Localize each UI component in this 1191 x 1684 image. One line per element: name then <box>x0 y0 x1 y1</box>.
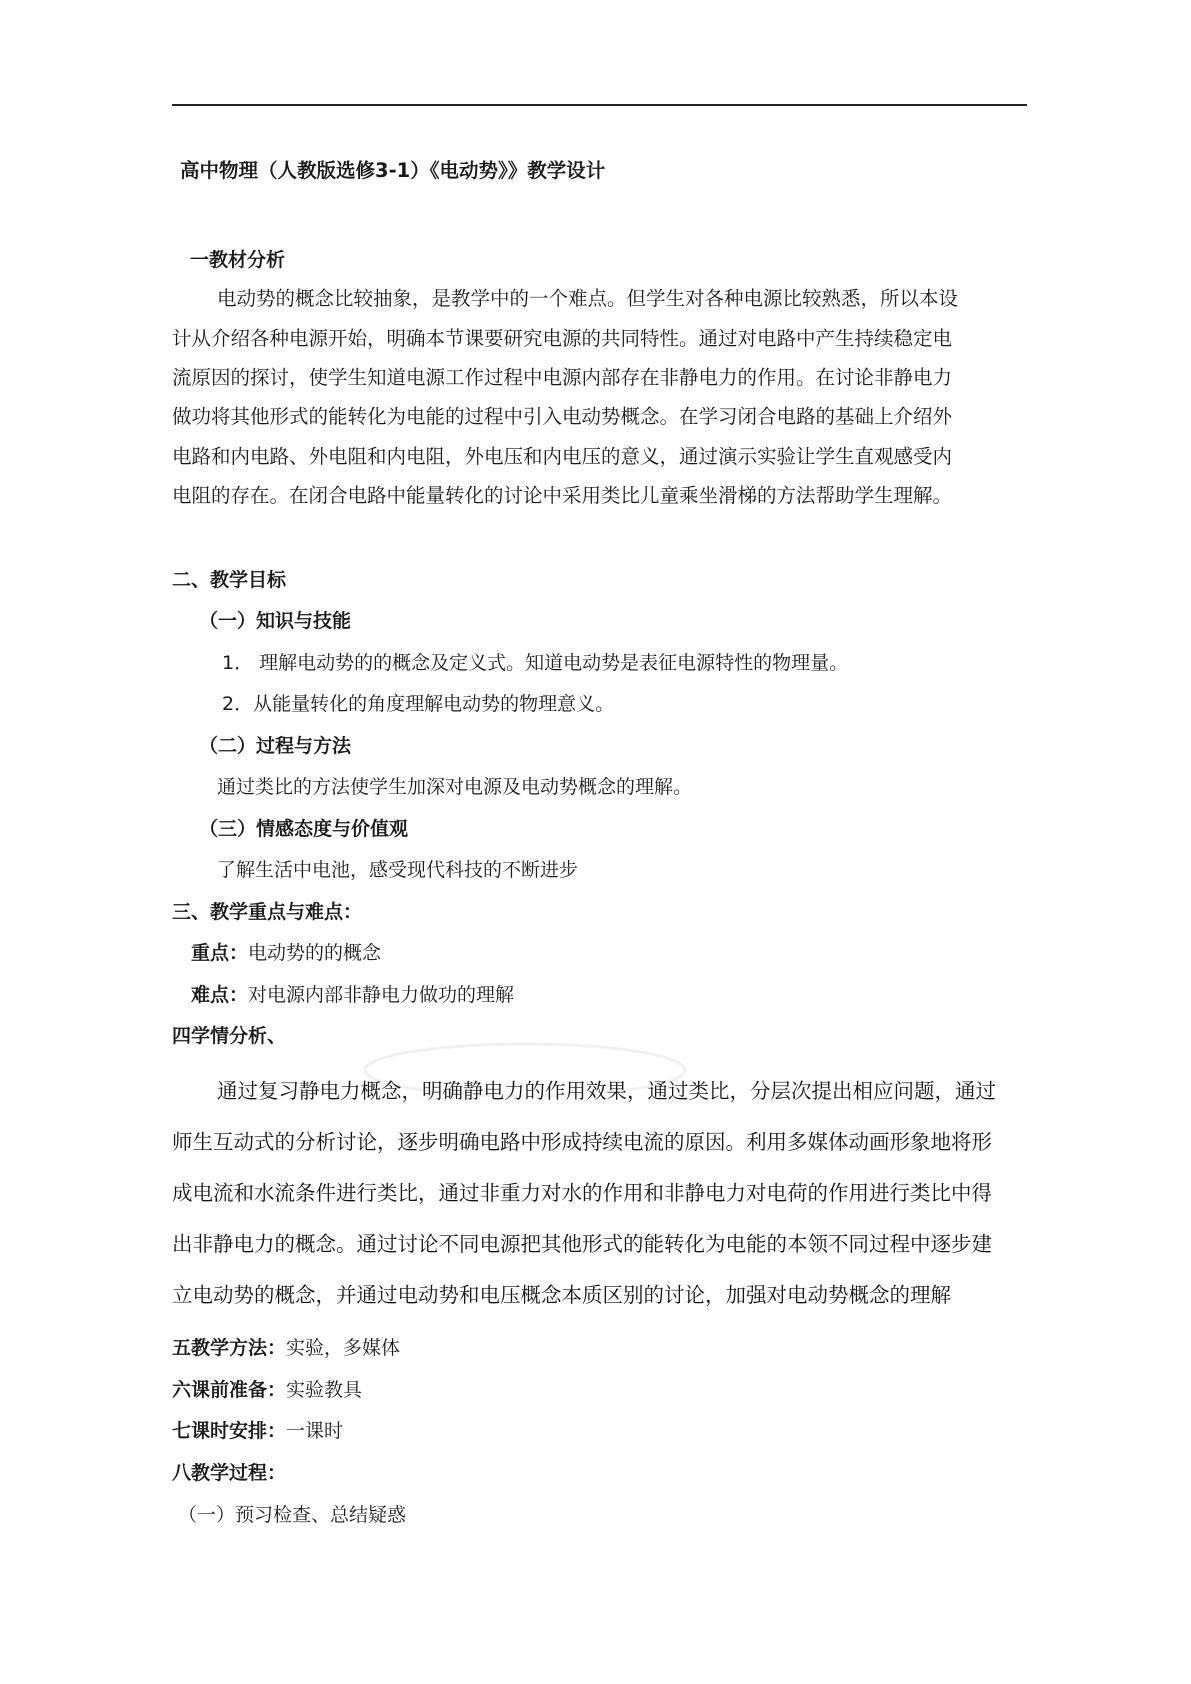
section6-text: 实验教具 <box>286 1379 363 1401</box>
difficulty-text: 对电源内部非静电力做功的理解 <box>248 984 515 1006</box>
section5-text: 实验，多媒体 <box>286 1337 401 1359</box>
document-title: 高中物理（人教版选修3-1）《电动势》》教学设计 <box>180 159 606 182</box>
key-point-label: 重点： <box>191 942 249 964</box>
section2-sub2-heading: （二）过程与方法 <box>199 735 352 757</box>
section4-line-2: 师生互动式的分析讨论，逐步明确电路中形成持续电流的原因。利用多媒体动画形象地将形 <box>172 1130 992 1154</box>
difficulty-point <box>191 982 514 1008</box>
section7-text: 一课时 <box>286 1420 344 1442</box>
key-point <box>191 940 381 966</box>
section4-line-4: 出非静电力的概念。通过讨论不同电源把其他形式的能转化为电能的本领不同过程中逐步建 <box>172 1232 992 1256</box>
section2-sub1-heading: （一）知识与技能 <box>199 610 352 632</box>
section1-line-4: 做功将其他形式的能转化为电能的过程中引入电动势概念。在学习闭合电路的基础上介绍外 <box>172 405 953 428</box>
section5-label: 五教学方法： <box>172 1337 287 1359</box>
section4-line-3: 成电流和水流条件进行类比，通过非重力对水的作用和非静电力对电荷的作用进行类比中得 <box>172 1181 992 1205</box>
key-point-text: 电动势的的概念 <box>248 942 382 964</box>
section7 <box>172 1418 343 1444</box>
section3-heading: 三、教学重点与难点： <box>172 901 363 923</box>
section1-line-6: 电阻的存在。在闭合电路中能量转化的讨论中采用类比儿童乘坐滑梯的方法帮助学生理解。 <box>172 484 953 507</box>
section1-line-2: 计从介绍各种电源开始，明确本节课要研究电源的共同特性。通过对电路中产生持续稳定电 <box>172 327 953 350</box>
header-rule <box>172 104 1027 106</box>
section4-line-5: 立电动势的概念，并通过电动势和电压概念本质区别的讨论，加强对电动势概念的理解 <box>172 1283 951 1307</box>
section4-heading: 四学情分析、 <box>172 1025 287 1047</box>
section8-sub1: （一）预习检查、总结疑惑 <box>178 1504 407 1526</box>
section2-sub1-item-1: 1． 理解电动势的的概念及定义式。知道电动势是表征电源特性的物理量。 <box>222 652 849 674</box>
section1-line-5: 电路和内电路、外电阻和内电阻，外电压和内电压的意义，通过演示实验让学生直观感受内 <box>172 445 953 468</box>
section6-label: 六课前准备： <box>172 1379 287 1401</box>
difficulty-label: 难点： <box>191 984 249 1006</box>
section2-sub3-text: 了解生活中电池，感受现代科技的不断进步 <box>217 859 579 881</box>
section2-sub3-heading: （三）情感态度与价值观 <box>199 818 409 840</box>
section5 <box>172 1335 400 1361</box>
section7-label: 七课时安排： <box>172 1420 287 1442</box>
section4-line-1: 通过复习静电力概念，明确静电力的作用效果，通过类比，分层次提出相应问题，通过 <box>217 1079 996 1103</box>
watermark-mark <box>360 1040 690 1100</box>
section8-heading: 八教学过程： <box>172 1462 287 1484</box>
section1-heading: 一教材分析 <box>190 249 286 271</box>
section1-line-1: 电动势的概念比较抽象，是教学中的一个难点。但学生对各种电源比较熟悉，所以本设 <box>217 287 959 310</box>
section2-sub2-text: 通过类比的方法使学生加深对电源及电动势概念的理解。 <box>217 776 693 798</box>
section6 <box>172 1377 362 1403</box>
section1-line-3: 流原因的探讨，使学生知道电源工作过程中电源内部存在非静电力的作用。在讨论非静电力 <box>172 366 953 389</box>
section2-heading: 二、教学目标 <box>172 569 287 591</box>
section2-sub1-item-2: 2．从能量转化的角度理解电动势的物理意义。 <box>222 693 615 715</box>
